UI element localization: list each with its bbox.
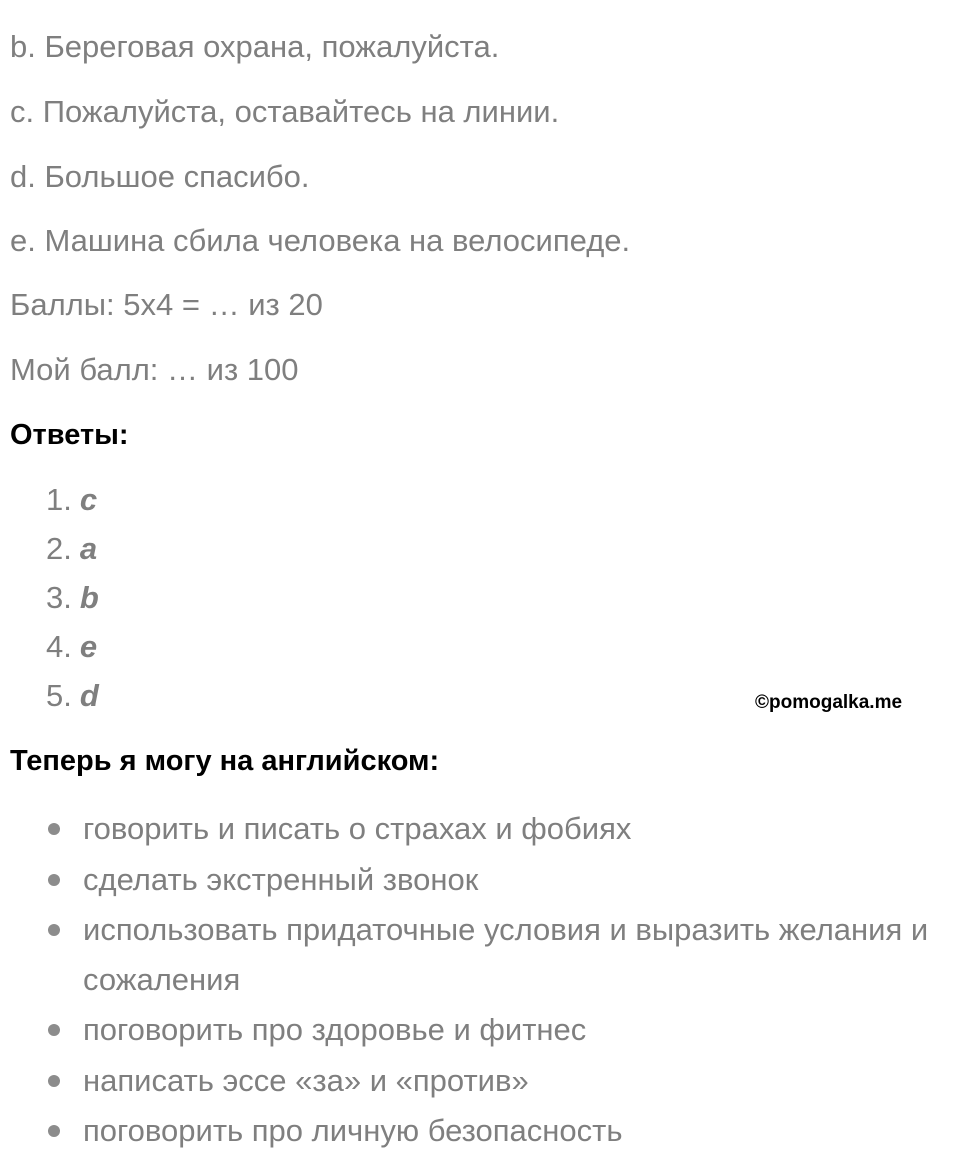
option-d: d. Большое спасибо. [10, 159, 310, 194]
answer-item [46, 676, 99, 716]
answer-item [46, 529, 97, 569]
option-c: c. Пожалуйста, оставайтесь на линии. [10, 94, 560, 129]
answer-item [46, 480, 97, 520]
watermark: ©pomogalka.me [755, 692, 903, 713]
bullet-icon [48, 874, 60, 886]
skill-text: использовать придаточные условия и выразить желания и сожаления [83, 912, 929, 997]
bullet-icon [48, 924, 60, 936]
skill-text: написать эссе «за» и «против» [83, 1063, 529, 1098]
answer-number: 5. [46, 678, 72, 713]
answer-item [46, 627, 97, 667]
bullet-icon [48, 1075, 60, 1087]
skill-text: поговорить про здоровье и фитнес [83, 1012, 587, 1047]
option-b: b. Береговая охрана, пожалуйста. [10, 29, 500, 64]
answer-number: 3. [46, 580, 72, 615]
answer-number: 2. [46, 531, 72, 566]
answer-item [46, 578, 99, 618]
answer-letter: e [79, 629, 98, 664]
skill-text: говорить и писать о страхах и фобиях [83, 811, 632, 846]
points-line: Баллы: 5x4 = … из 20 [10, 287, 323, 322]
answer-letter: b [79, 580, 99, 615]
answer-number: 1. [46, 482, 72, 517]
skill-text: сделать экстренный звонок [83, 862, 479, 897]
option-e: e. Машина сбила человека на велосипеде. [10, 223, 631, 258]
skills-heading: Теперь я могу на английском: [10, 745, 440, 777]
bullet-icon [48, 823, 60, 835]
bullet-icon [48, 1125, 60, 1137]
answers-heading: Ответы: [10, 419, 129, 451]
skill-text: поговорить про личную безопасность [83, 1113, 623, 1148]
bullet-icon [48, 1024, 60, 1036]
my-score-line: Мой балл: … из 100 [10, 352, 299, 387]
answer-number: 4. [46, 629, 72, 664]
answer-letter: c [79, 482, 98, 517]
answer-letter: d [79, 678, 99, 713]
answer-letter: a [79, 531, 98, 566]
